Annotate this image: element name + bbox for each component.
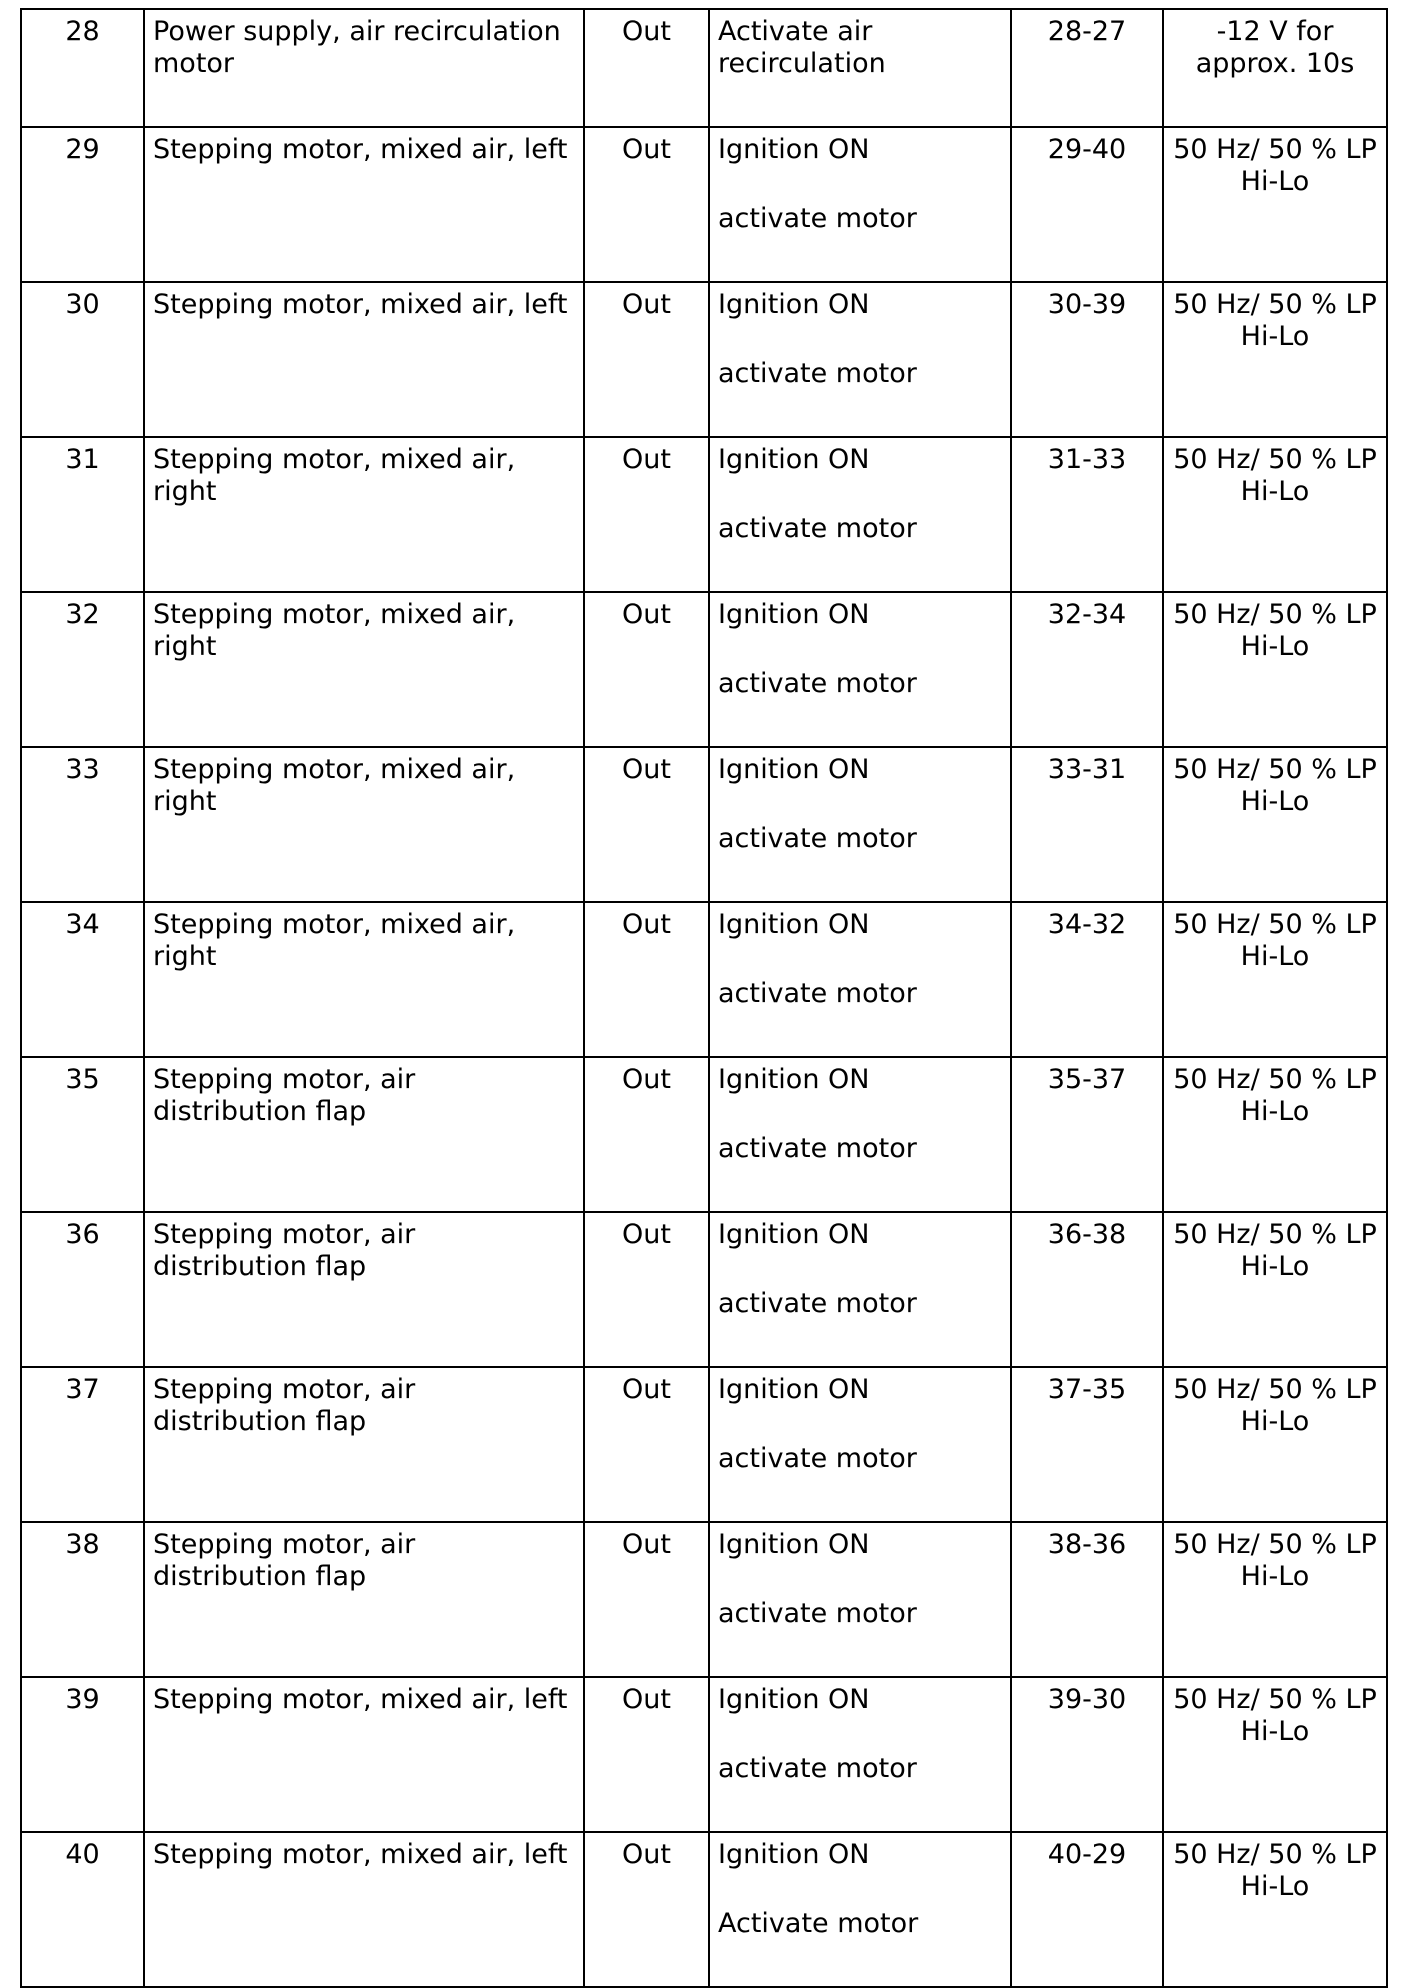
pin-number: 35: [65, 1064, 100, 1095]
nominal-value-line1: 50 Hz/ 50 % LP: [1173, 444, 1377, 475]
component-name: Stepping motor, mixed air, right: [153, 444, 516, 507]
measure-pins: 38-36: [1047, 1529, 1127, 1560]
table-row: [21, 1832, 1387, 1987]
nominal-value-cell: [1163, 1212, 1387, 1367]
direction-cell: [584, 747, 709, 902]
nominal-value-line2: Hi-Lo: [1240, 631, 1310, 662]
component-name: Stepping motor, mixed air, right: [153, 599, 516, 662]
nominal-value-cell: [1163, 1522, 1387, 1677]
measure-pins: 35-37: [1047, 1064, 1127, 1095]
nominal-value-line2: Hi-Lo: [1240, 1251, 1310, 1282]
condition-secondary: activate motor: [718, 1288, 917, 1319]
pin-number: 37: [65, 1374, 100, 1405]
nominal-value-cell: [1163, 282, 1387, 437]
nominal-value-line1: -12 V for: [1216, 16, 1334, 47]
condition-primary: Ignition ON: [718, 754, 870, 785]
condition-secondary: activate motor: [718, 203, 917, 234]
nominal-value-line1: 50 Hz/ 50 % LP: [1173, 1529, 1377, 1560]
component-name: Stepping motor, air distribution flap: [153, 1219, 416, 1282]
condition-primary: Ignition ON: [718, 1064, 870, 1095]
measure-pins: 31-33: [1047, 444, 1127, 475]
condition-secondary: activate motor: [718, 668, 917, 699]
signal-direction: Out: [622, 16, 671, 47]
condition-primary: Ignition ON: [718, 1219, 870, 1250]
condition-primary: Ignition ON: [718, 289, 870, 320]
condition-primary: Ignition ON: [718, 1839, 870, 1870]
measure-between-cell: [1011, 437, 1163, 592]
signal-direction: Out: [622, 909, 671, 940]
measure-between-cell: [1011, 1832, 1163, 1987]
component-name: Stepping motor, mixed air, left: [153, 1839, 568, 1870]
condition-cell: [709, 282, 1011, 437]
pin-number: 30: [65, 289, 100, 320]
table-row: [21, 592, 1387, 747]
pin-number-cell: [21, 747, 144, 902]
table-row: [21, 1367, 1387, 1522]
component-cell: [144, 1212, 584, 1367]
condition-primary: Ignition ON: [718, 134, 870, 165]
condition-primary: Activate air recirculation: [718, 16, 886, 79]
pin-number-cell: [21, 437, 144, 592]
direction-cell: [584, 1832, 709, 1987]
condition-primary: Ignition ON: [718, 1374, 870, 1405]
nominal-value-line2: Hi-Lo: [1240, 1561, 1310, 1592]
nominal-value-line1: 50 Hz/ 50 % LP: [1173, 134, 1377, 165]
condition-cell: [709, 1677, 1011, 1832]
table-row: [21, 1522, 1387, 1677]
pin-number-cell: [21, 127, 144, 282]
measure-pins: 33-31: [1047, 754, 1127, 785]
measure-between-cell: [1011, 1212, 1163, 1367]
pin-number: 34: [65, 909, 100, 940]
measure-pins: 29-40: [1047, 134, 1127, 165]
component-name: Stepping motor, mixed air, left: [153, 134, 568, 165]
nominal-value-cell: [1163, 437, 1387, 592]
component-cell: [144, 902, 584, 1057]
component-name: Power supply, air recirculation motor: [153, 16, 561, 79]
nominal-value-cell: [1163, 1057, 1387, 1212]
direction-cell: [584, 592, 709, 747]
component-name: Stepping motor, mixed air, right: [153, 754, 516, 817]
condition-secondary: activate motor: [718, 513, 917, 544]
signal-direction: Out: [622, 1529, 671, 1560]
condition-secondary: activate motor: [718, 1443, 917, 1474]
measure-pins: 39-30: [1047, 1684, 1127, 1715]
measure-pins: 30-39: [1047, 289, 1127, 320]
condition-cell: [709, 437, 1011, 592]
signal-direction: Out: [622, 134, 671, 165]
nominal-value-line1: 50 Hz/ 50 % LP: [1173, 599, 1377, 630]
table-row: [21, 1677, 1387, 1832]
measure-pins: 34-32: [1047, 909, 1127, 940]
condition-secondary: activate motor: [718, 1133, 917, 1164]
pin-number: 29: [65, 134, 100, 165]
table-row: [21, 127, 1387, 282]
condition-cell: [709, 127, 1011, 282]
condition-primary: Ignition ON: [718, 444, 870, 475]
pin-number-cell: [21, 1677, 144, 1832]
signal-direction: Out: [622, 1219, 671, 1250]
component-cell: [144, 1367, 584, 1522]
component-name: Stepping motor, air distribution flap: [153, 1064, 416, 1127]
table-row: [21, 1057, 1387, 1212]
measure-pins: 37-35: [1047, 1374, 1127, 1405]
nominal-value-cell: [1163, 902, 1387, 1057]
direction-cell: [584, 1367, 709, 1522]
condition-cell: [709, 747, 1011, 902]
nominal-value-cell: [1163, 747, 1387, 902]
component-cell: [144, 747, 584, 902]
component-cell: [144, 1522, 584, 1677]
condition-cell: [709, 902, 1011, 1057]
pin-number-cell: [21, 1212, 144, 1367]
nominal-value-line2: Hi-Lo: [1240, 166, 1310, 197]
signal-direction: Out: [622, 1684, 671, 1715]
signal-direction: Out: [622, 1839, 671, 1870]
measure-between-cell: [1011, 592, 1163, 747]
component-cell: [144, 9, 584, 127]
nominal-value-line2: Hi-Lo: [1240, 1096, 1310, 1127]
pin-number-cell: [21, 1522, 144, 1677]
nominal-value-cell: [1163, 127, 1387, 282]
measure-between-cell: [1011, 127, 1163, 282]
pin-number: 33: [65, 754, 100, 785]
condition-cell: [709, 1367, 1011, 1522]
pin-number: 40: [65, 1839, 100, 1870]
pin-number-cell: [21, 9, 144, 127]
direction-cell: [584, 902, 709, 1057]
component-cell: [144, 1832, 584, 1987]
measure-between-cell: [1011, 1522, 1163, 1677]
nominal-value-line2: Hi-Lo: [1240, 1871, 1310, 1902]
nominal-value-line1: 50 Hz/ 50 % LP: [1173, 1839, 1377, 1870]
condition-primary: Ignition ON: [718, 599, 870, 630]
condition-secondary: Activate motor: [718, 1908, 919, 1939]
nominal-value-cell: [1163, 592, 1387, 747]
measure-pins: 28-27: [1047, 16, 1127, 47]
condition-cell: [709, 1522, 1011, 1677]
condition-cell: [709, 1212, 1011, 1367]
pin-number-cell: [21, 902, 144, 1057]
measure-pins: 36-38: [1047, 1219, 1127, 1250]
table-row: [21, 747, 1387, 902]
pin-table-body: [21, 9, 1387, 1987]
measure-pins: 40-29: [1047, 1839, 1127, 1870]
condition-secondary: activate motor: [718, 1753, 917, 1784]
condition-cell: [709, 9, 1011, 127]
signal-direction: Out: [622, 289, 671, 320]
nominal-value-line1: 50 Hz/ 50 % LP: [1173, 1219, 1377, 1250]
nominal-value-cell: [1163, 9, 1387, 127]
component-cell: [144, 592, 584, 747]
pin-table: [20, 8, 1388, 1988]
component-cell: [144, 127, 584, 282]
condition-primary: Ignition ON: [718, 909, 870, 940]
nominal-value-cell: [1163, 1677, 1387, 1832]
nominal-value-line2: Hi-Lo: [1240, 1406, 1310, 1437]
direction-cell: [584, 437, 709, 592]
nominal-value-line1: 50 Hz/ 50 % LP: [1173, 1064, 1377, 1095]
nominal-value-line1: 50 Hz/ 50 % LP: [1173, 289, 1377, 320]
signal-direction: Out: [622, 1064, 671, 1095]
direction-cell: [584, 127, 709, 282]
pin-number: 38: [65, 1529, 100, 1560]
pin-number: 32: [65, 599, 100, 630]
measure-between-cell: [1011, 747, 1163, 902]
measure-pins: 32-34: [1047, 599, 1127, 630]
component-cell: [144, 437, 584, 592]
component-name: Stepping motor, mixed air, right: [153, 909, 516, 972]
signal-direction: Out: [622, 1374, 671, 1405]
condition-primary: Ignition ON: [718, 1684, 870, 1715]
condition-secondary: activate motor: [718, 978, 917, 1009]
nominal-value-line1: 50 Hz/ 50 % LP: [1173, 1684, 1377, 1715]
component-cell: [144, 1677, 584, 1832]
component-name: Stepping motor, mixed air, left: [153, 1684, 568, 1715]
component-cell: [144, 282, 584, 437]
pin-number-cell: [21, 1367, 144, 1522]
table-row: [21, 9, 1387, 127]
pin-number: 39: [65, 1684, 100, 1715]
component-cell: [144, 1057, 584, 1212]
nominal-value-line2: Hi-Lo: [1240, 941, 1310, 972]
condition-secondary: activate motor: [718, 358, 917, 389]
measure-between-cell: [1011, 1677, 1163, 1832]
pin-number: 28: [65, 16, 100, 47]
table-row: [21, 902, 1387, 1057]
condition-secondary: activate motor: [718, 1598, 917, 1629]
pin-number: 36: [65, 1219, 100, 1250]
component-name: Stepping motor, mixed air, left: [153, 289, 568, 320]
measure-between-cell: [1011, 902, 1163, 1057]
measure-between-cell: [1011, 282, 1163, 437]
pin-number-cell: [21, 1832, 144, 1987]
condition-cell: [709, 1832, 1011, 1987]
condition-secondary: activate motor: [718, 823, 917, 854]
direction-cell: [584, 1057, 709, 1212]
nominal-value-cell: [1163, 1832, 1387, 1987]
component-name: Stepping motor, air distribution flap: [153, 1529, 416, 1592]
table-row: [21, 282, 1387, 437]
nominal-value-line2: Hi-Lo: [1240, 786, 1310, 817]
direction-cell: [584, 9, 709, 127]
nominal-value-line2: Hi-Lo: [1240, 1716, 1310, 1747]
pin-number-cell: [21, 1057, 144, 1212]
measure-between-cell: [1011, 9, 1163, 127]
condition-cell: [709, 1057, 1011, 1212]
measure-between-cell: [1011, 1057, 1163, 1212]
condition-primary: Ignition ON: [718, 1529, 870, 1560]
direction-cell: [584, 1522, 709, 1677]
nominal-value-line1: 50 Hz/ 50 % LP: [1173, 909, 1377, 940]
nominal-value-line2: Hi-Lo: [1240, 476, 1310, 507]
pin-number: 31: [65, 444, 100, 475]
measure-between-cell: [1011, 1367, 1163, 1522]
signal-direction: Out: [622, 599, 671, 630]
direction-cell: [584, 282, 709, 437]
nominal-value-line2: Hi-Lo: [1240, 321, 1310, 352]
direction-cell: [584, 1212, 709, 1367]
nominal-value-line2: approx. 10s: [1195, 48, 1355, 79]
nominal-value-line1: 50 Hz/ 50 % LP: [1173, 1374, 1377, 1405]
signal-direction: Out: [622, 444, 671, 475]
table-row: [21, 1212, 1387, 1367]
nominal-value-line1: 50 Hz/ 50 % LP: [1173, 754, 1377, 785]
signal-direction: Out: [622, 754, 671, 785]
table-row: [21, 437, 1387, 592]
pin-number-cell: [21, 282, 144, 437]
condition-cell: [709, 592, 1011, 747]
component-name: Stepping motor, air distribution flap: [153, 1374, 416, 1437]
pin-number-cell: [21, 592, 144, 747]
direction-cell: [584, 1677, 709, 1832]
nominal-value-cell: [1163, 1367, 1387, 1522]
